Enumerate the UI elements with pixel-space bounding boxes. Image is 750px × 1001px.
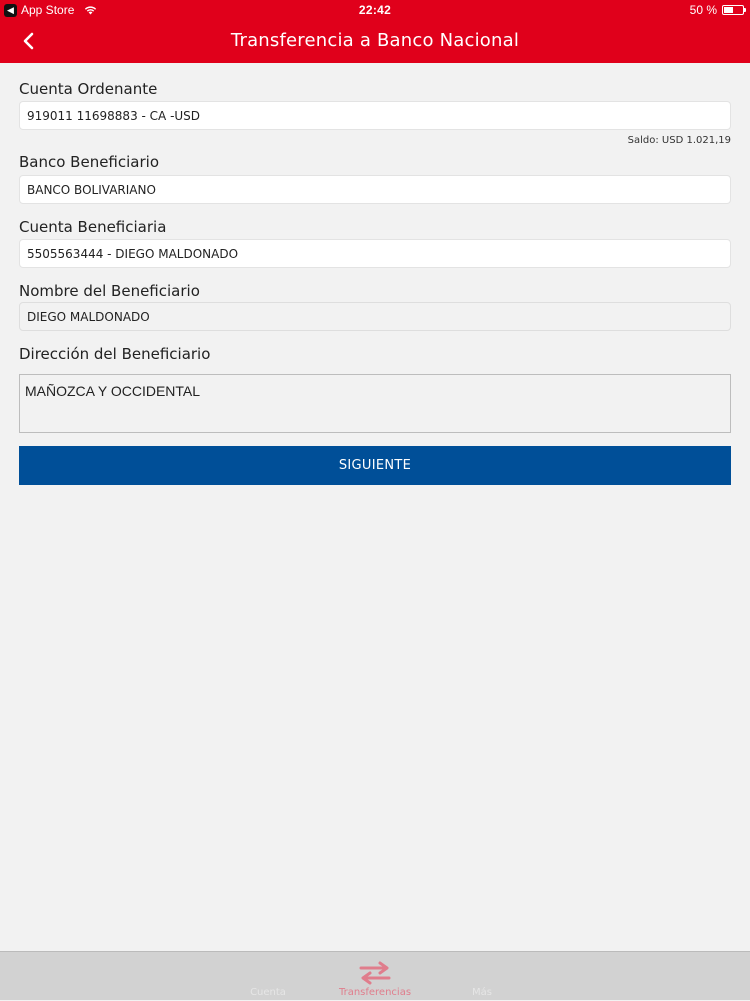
banco-beneficiario-select[interactable]: BANCO BOLIVARIANO xyxy=(19,175,731,204)
nombre-beneficiario-field: DIEGO MALDONADO xyxy=(19,302,731,331)
status-bar xyxy=(0,0,750,20)
tab-mas-label: Más xyxy=(472,987,492,998)
battery-status xyxy=(690,3,744,17)
cuenta-beneficiaria-select[interactable]: 5505563444 - DIEGO MALDONADO xyxy=(19,239,731,268)
back-app-label: App Store xyxy=(21,3,75,17)
direccion-beneficiario-textarea[interactable]: MAÑOZCA Y OCCIDENTAL xyxy=(19,374,731,433)
clock: 22:42 xyxy=(358,3,392,17)
tab-mas[interactable] xyxy=(432,952,532,1001)
banco-beneficiario-label: Banco Beneficiario xyxy=(19,153,160,171)
transfer-arrows-icon xyxy=(358,961,392,985)
tab-transferencias-label: Transferencias xyxy=(338,987,412,998)
navigation-bar xyxy=(0,20,750,63)
direccion-beneficiario-label: Dirección del Beneficiario xyxy=(19,345,211,363)
back-arrow-icon: ◀ xyxy=(4,4,17,17)
battery-text: 50 % xyxy=(689,3,717,17)
tab-cuenta[interactable] xyxy=(218,952,318,1001)
cuenta-ordenante-select[interactable]: 919011 11698883 - CA -USD xyxy=(19,101,731,130)
tab-bar xyxy=(0,951,750,1000)
nombre-beneficiario-label: Nombre del Beneficiario xyxy=(19,282,200,300)
tab-transferencias[interactable] xyxy=(325,952,425,1001)
saldo-text: Saldo: USD 1.021,19 xyxy=(627,135,731,146)
cuenta-ordenante-label: Cuenta Ordenante xyxy=(19,80,158,98)
page-title: Transferencia a Banco Nacional xyxy=(230,30,520,51)
siguiente-button[interactable]: SIGUIENTE xyxy=(19,446,731,485)
battery-icon xyxy=(722,5,744,15)
tab-cuenta-label: Cuenta xyxy=(250,987,286,998)
cuenta-beneficiaria-label: Cuenta Beneficiaria xyxy=(19,218,167,236)
battery-level xyxy=(724,7,733,13)
